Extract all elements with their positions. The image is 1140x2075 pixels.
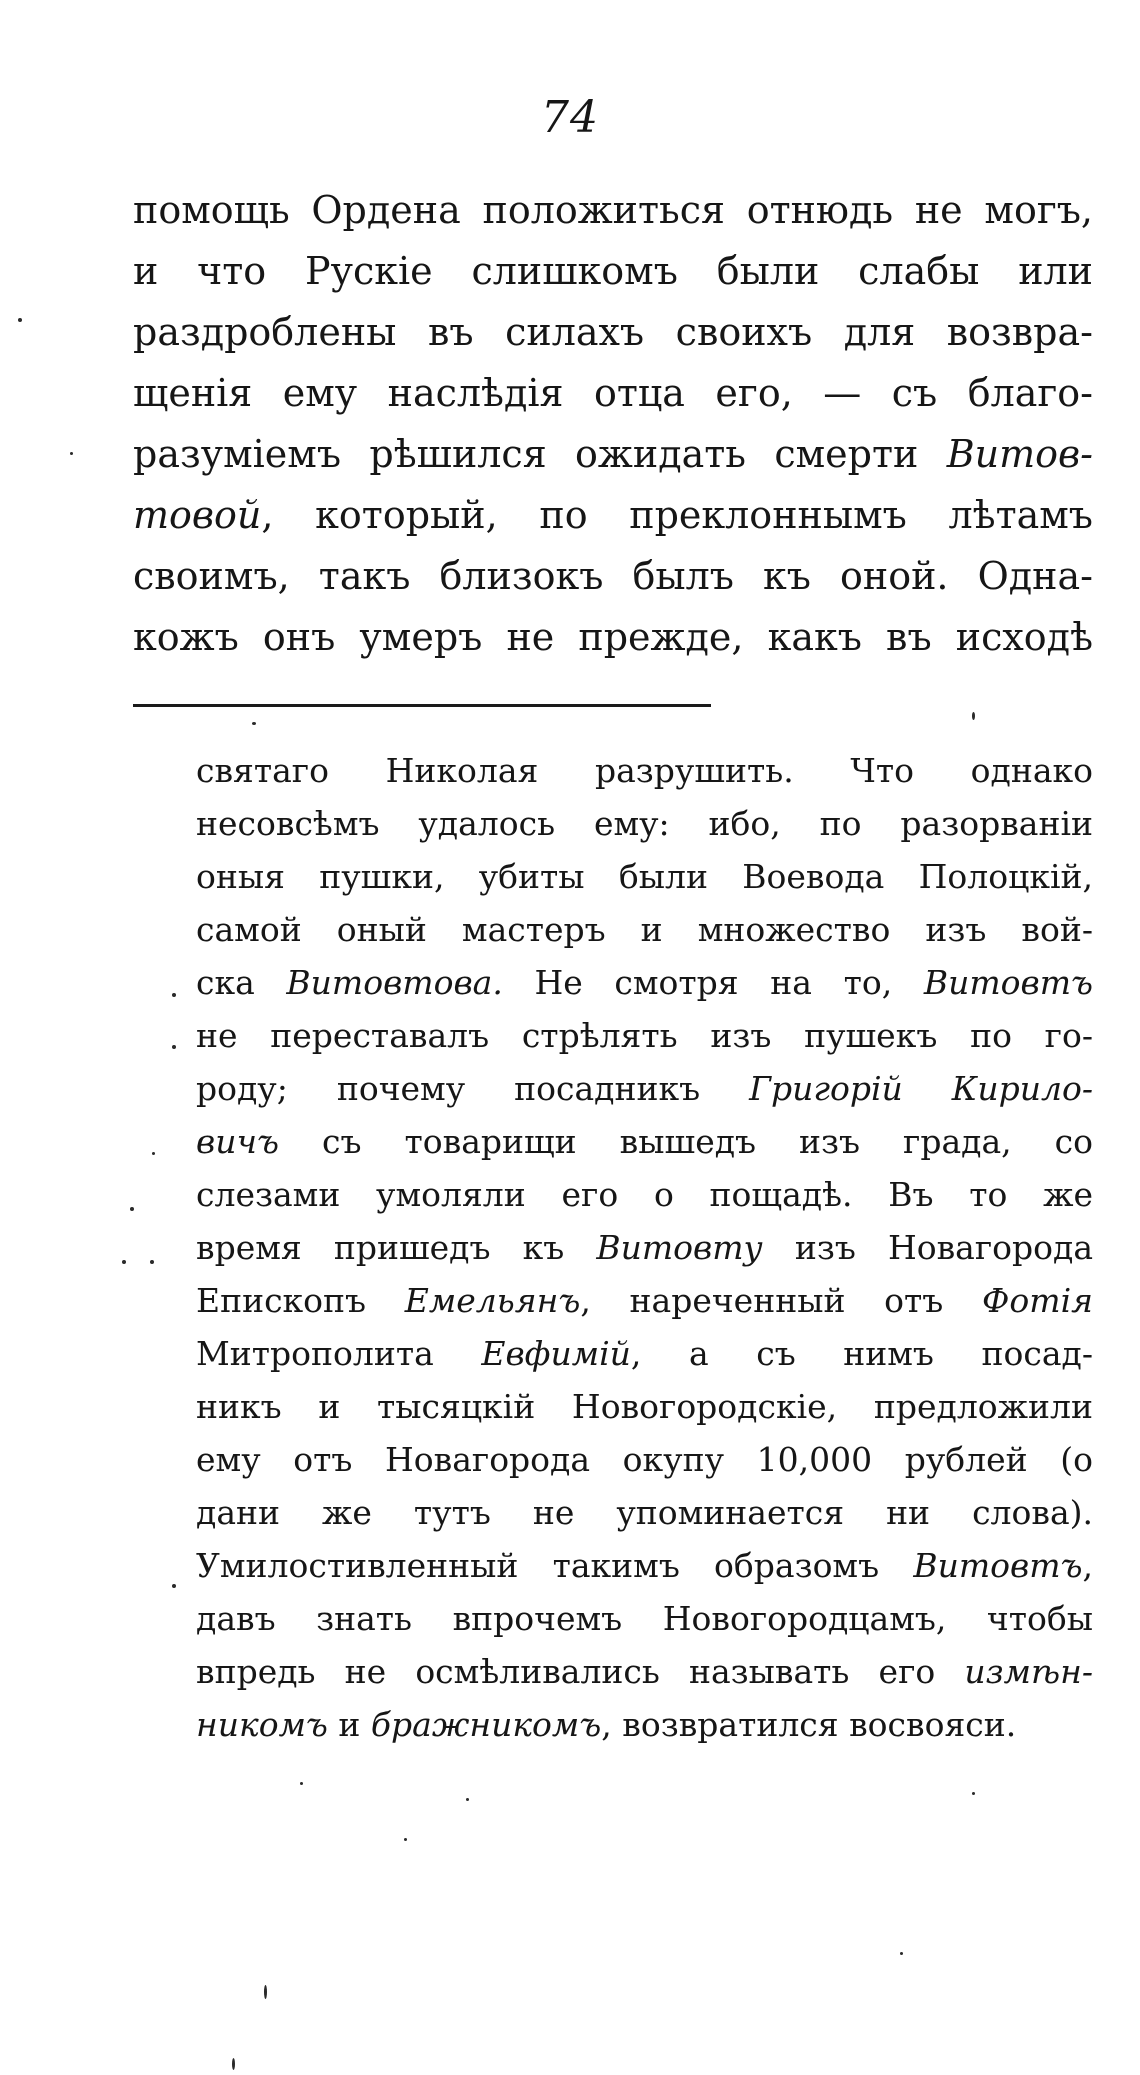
footnote-line: давъ знать впрочемъ Новогородцамъ, чтобы bbox=[196, 1599, 1093, 1638]
print-speck bbox=[70, 452, 73, 455]
print-speck bbox=[466, 1798, 469, 1801]
main-line: товой, который, по преклоннымъ лѣтамъ bbox=[133, 493, 1093, 537]
print-speck bbox=[172, 993, 176, 997]
footnote-line: ска Витовтова. Не смотря на то, Витовтъ bbox=[196, 963, 1093, 1002]
main-line: раздроблены въ силахъ своихъ для возвра- bbox=[133, 310, 1093, 354]
footnote-line: никъ и тысяцкій Новогородскіе, предложили bbox=[196, 1387, 1093, 1426]
print-speck bbox=[152, 1152, 155, 1155]
footnote-line: Умилостивленный такимъ образомъ Витовтъ, bbox=[196, 1546, 1093, 1585]
print-speck bbox=[172, 1584, 176, 1588]
footnote-line: Епископъ Емельянъ, нареченный отъ Фотія bbox=[196, 1281, 1093, 1320]
main-line: своимъ, такъ близокъ былъ къ оной. Одна- bbox=[133, 554, 1093, 598]
footnote-line: несовсѣмъ удалось ему: ибо, по разорваніи bbox=[196, 804, 1093, 843]
footnote-line: вичъ съ товарищи вышедъ изъ града, со bbox=[196, 1122, 1093, 1161]
footnote-line: дани же тутъ не упоминается ни слова). bbox=[196, 1493, 1093, 1532]
print-speck bbox=[404, 1838, 407, 1841]
main-line: кожъ онъ умеръ не прежде, какъ въ исходѣ bbox=[133, 615, 1093, 659]
footnote-separator-rule bbox=[133, 704, 711, 707]
footnote-line: роду; почему посадникъ Григорій Кирило- bbox=[196, 1069, 1093, 1108]
print-speck bbox=[172, 1045, 176, 1049]
footnote-line: ему отъ Новагорода окупу 10,000 рублей (о bbox=[196, 1440, 1093, 1479]
footnote-line: святаго Николая разрушить. Что однако bbox=[196, 751, 1093, 790]
footnote-line: никомъ и бражникомъ, возвратился восвояси. bbox=[196, 1705, 1017, 1744]
print-speck bbox=[300, 1782, 303, 1785]
main-text bbox=[133, 180, 1093, 668]
main-line: разуміемъ рѣшился ожидать смерти Витов- bbox=[133, 432, 1093, 476]
main-line: и что Рускіе слишкомъ были слабы или bbox=[133, 249, 1093, 293]
print-speck bbox=[18, 318, 22, 322]
main-line: помощь Ордена положиться отнюдь не могъ, bbox=[133, 188, 1093, 232]
print-speck bbox=[130, 1207, 134, 1211]
footnote-line: время пришедъ къ Витовту изъ Новагорода bbox=[196, 1228, 1093, 1267]
print-speck bbox=[972, 1792, 975, 1795]
page-number: 74 bbox=[541, 92, 599, 143]
footnote-line: оныя пушки, убиты были Воевода Полоцкій, bbox=[196, 857, 1093, 896]
footnote-line: не переставалъ стрѣлять изъ пушекъ по го- bbox=[196, 1016, 1093, 1055]
footnote-line: Митрополита Евфимій, а съ нимъ посад- bbox=[196, 1334, 1093, 1373]
footnote-line: слезами умоляли его о пощадѣ. Въ то же bbox=[196, 1175, 1093, 1214]
main-line: щенія ему наслѣдія отца его, — съ благо- bbox=[133, 371, 1093, 415]
print-speck bbox=[232, 2058, 235, 2070]
print-speck bbox=[122, 1260, 126, 1264]
print-speck bbox=[150, 1260, 154, 1264]
footnote-line: впредь не осмѣливались называть его измѣн- bbox=[196, 1652, 1093, 1691]
print-speck bbox=[252, 722, 256, 725]
print-speck bbox=[264, 1985, 267, 1999]
print-speck bbox=[972, 712, 975, 720]
footnote bbox=[196, 744, 1093, 1751]
print-speck bbox=[900, 1952, 903, 1955]
footnote-line: самой оный мастеръ и множество изъ вой- bbox=[196, 910, 1093, 949]
